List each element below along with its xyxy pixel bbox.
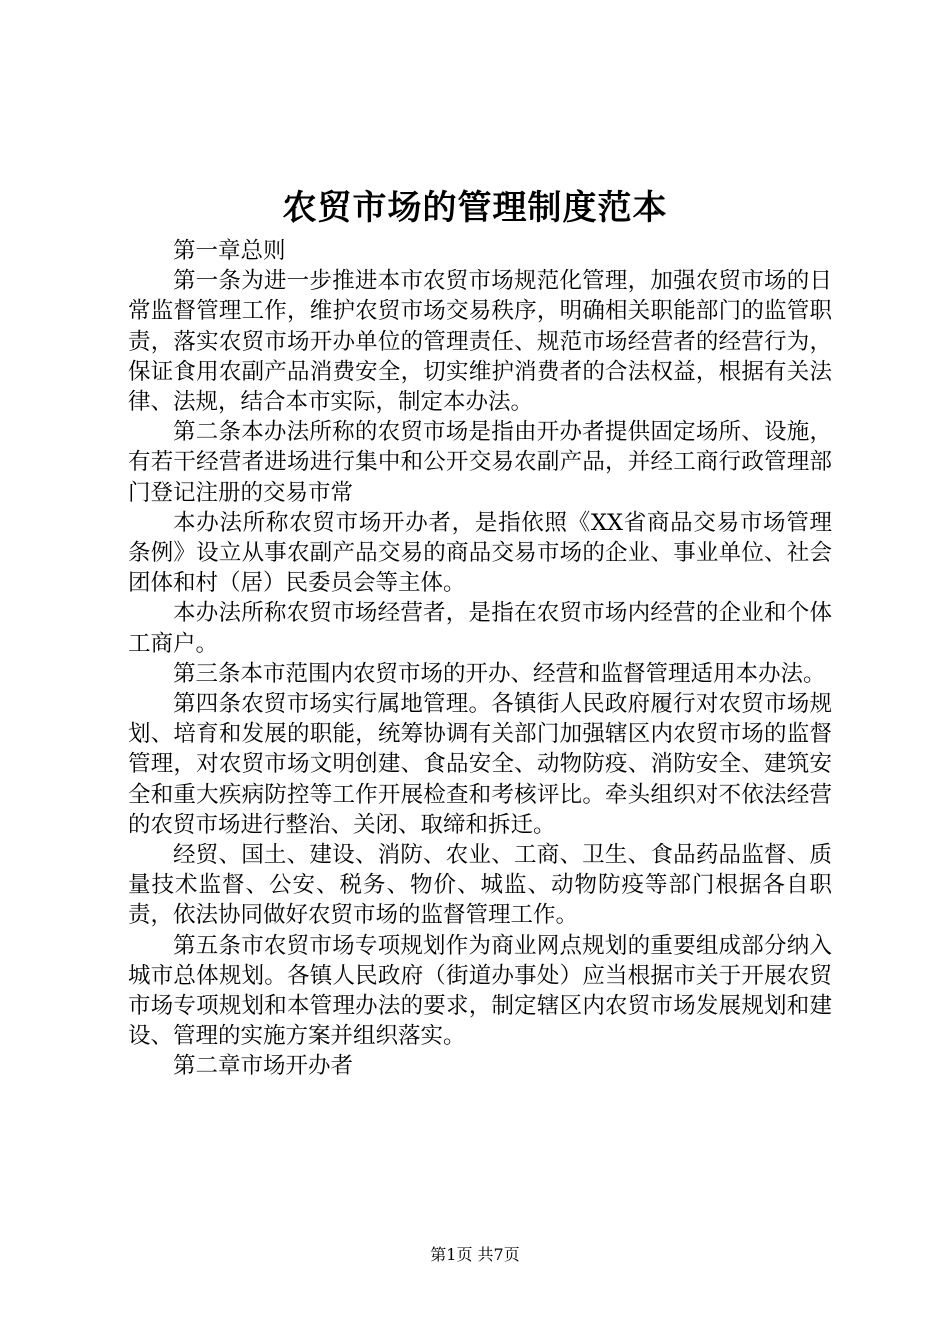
paragraph: 第一条为进一步推进本市农贸市场规范化管理，加强农贸市场的日常监督管理工作，维护农贸市场交易秩序，明确相关职能部门的监管职责，落实农贸市场开办单位的管理责任、规范市场经营者的经营行为，保证食用农副产品消费安全，切实维护消费者的合法权益，根据有关法律、法规，结合本市实际，制定本办法。 — [128, 268, 832, 416]
paragraph: 本办法所称农贸市场开办者，是指依照《XX省商品交易市场管理条例》设立从事农副产品交易的商品交易市场的企业、事业单位、社会团体和村（居）民委员会等主体。 — [128, 509, 832, 597]
chapter-heading: 第一章总则 — [173, 238, 286, 264]
paragraph: 第五条市农贸市场专项规划作为商业网点规划的重要组成部分纳入城市总体规划。各镇人民政府（街道办事处）应当根据市关于开展农贸市场专项规划和本管理办法的要求，制定辖区内农贸市场发展规划和建设、管理的实施方案并组织落实。 — [128, 932, 832, 1050]
paragraph: 经贸、国土、建设、消防、农业、工商、卫生、食品药品监督、质量技术监督、公安、税务、物价、城监、动物防疫等部门根据各自职责，依法协同做好农贸市场的监督管理工作。 — [128, 842, 832, 929]
paragraph: 第二条本办法所称的农贸市场是指由开办者提供固定场所、设施，有若干经营者进场进行集中和公开交易农副产品，并经工商行政管理部门登记注册的交易市常 — [128, 419, 832, 506]
page-footer: 第1页 共7页 — [430, 1245, 520, 1264]
paragraph: 本办法所称农贸市场经营者，是指在农贸市场内经营的企业和个体工商户。 — [128, 600, 832, 657]
document-body — [128, 236, 832, 1082]
paragraph: 第三条本市范围内农贸市场的开办、经营和监督管理适用本办法。 — [173, 660, 826, 687]
document-title: 农贸市场的管理制度范本 — [282, 188, 668, 228]
chapter-heading: 第二章市场开办者 — [173, 1053, 354, 1080]
paragraph: 第四条农贸市场实行属地管理。各镇街人民政府履行对农贸市场规划、培育和发展的职能，统筹协调有关部门加强辖区内农贸市场的监督管理，对农贸市场文明创建、食品安全、动物防疫、消防安全、建筑安全和重大疾病防控等工作开展检查和考核评比。牵头组织对不依法经营的农贸市场进行整治、关闭、取缔和拆迁。 — [128, 691, 832, 838]
